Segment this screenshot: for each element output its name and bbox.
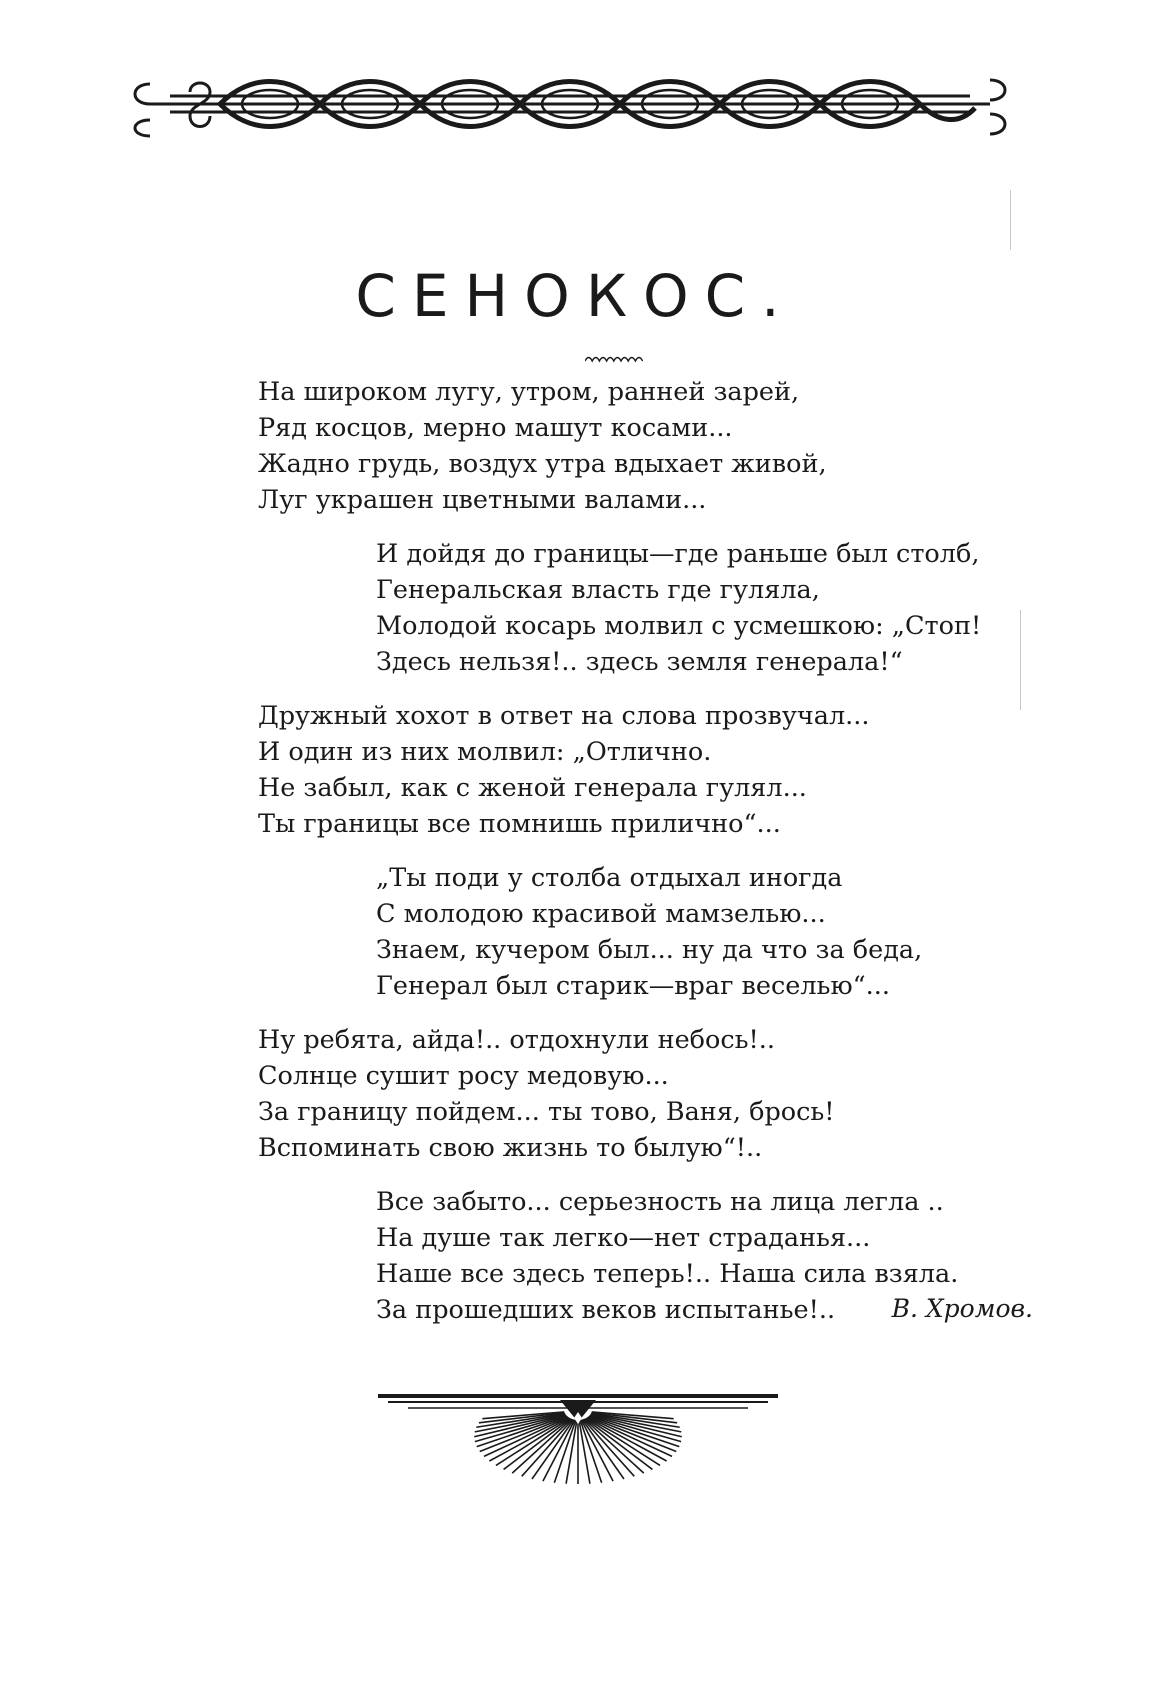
stanza — [376, 860, 1058, 1004]
poem-line: Наше все здесь теперь!.. Наша сила взяла. — [376, 1259, 959, 1289]
poem-line: На душе так легко—нет страданья... — [376, 1223, 871, 1253]
poem-line: И дойдя до границы—где раньше был столб, — [376, 539, 980, 569]
stanza — [376, 536, 1058, 680]
margin-rule — [1010, 190, 1011, 250]
poem-title: СЕНОКОС. — [355, 262, 796, 330]
poem-line: Здесь нельзя!.. здесь земля генерала!“ — [376, 647, 903, 677]
stanza — [258, 374, 1058, 518]
poem-line: Дружный хохот в ответ на слова прозвучал... — [258, 701, 870, 731]
stanza — [258, 1022, 1058, 1166]
sunburst-wing-ornament-icon — [378, 1388, 778, 1484]
celtic-knot-ornament-icon — [130, 62, 1010, 152]
title-underline-squiggle — [585, 354, 643, 364]
poem-line: С молодою красивой мамзелью... — [376, 899, 826, 929]
author-signature: В. Хромов. — [891, 1294, 1033, 1323]
poem-line: За границу пойдем... ты тово, Ваня, брось! — [258, 1097, 835, 1127]
stanza — [258, 698, 1058, 842]
poem-line: Ну ребята, айда!.. отдохнули небось!.. — [258, 1025, 775, 1055]
poem-line: Ты границы все помнишь прилично“... — [258, 809, 781, 839]
poem-line: Генеральская власть где гуляла, — [376, 575, 820, 605]
poem-line: Знаем, кучером был... ну да что за беда, — [376, 935, 923, 965]
poem-line: Жадно грудь, воздух утра вдыхает живой, — [258, 449, 827, 479]
poem-line: Ряд косцов, мерно машут косами... — [258, 413, 733, 443]
poem-body — [258, 374, 1058, 1346]
poem-line: Вспоминать свою жизнь то былую“!.. — [258, 1133, 763, 1163]
poem-line: Генерал был старик—враг веселью“... — [376, 971, 890, 1001]
poem-line: „Ты поди у столба отдыхал иногда — [376, 863, 843, 893]
poem-line: Не забыл, как с женой генерала гулял... — [258, 773, 807, 803]
poem-line: Все забыто... серьезность на лица легла .. — [376, 1187, 944, 1217]
poem-line: На широком лугу, утром, ранней зарей, — [258, 377, 800, 407]
poem-line: За прошедших веков испытанье!.. — [376, 1295, 836, 1325]
poem-line: Молодой косарь молвил с усмешкою: „Стоп! — [376, 611, 982, 641]
poem-line: Луг украшен цветными валами... — [258, 485, 707, 515]
poem-line: Солнце сушит росу медовую... — [258, 1061, 669, 1091]
poem-line: И один из них молвил: „Отлично. — [258, 737, 712, 767]
